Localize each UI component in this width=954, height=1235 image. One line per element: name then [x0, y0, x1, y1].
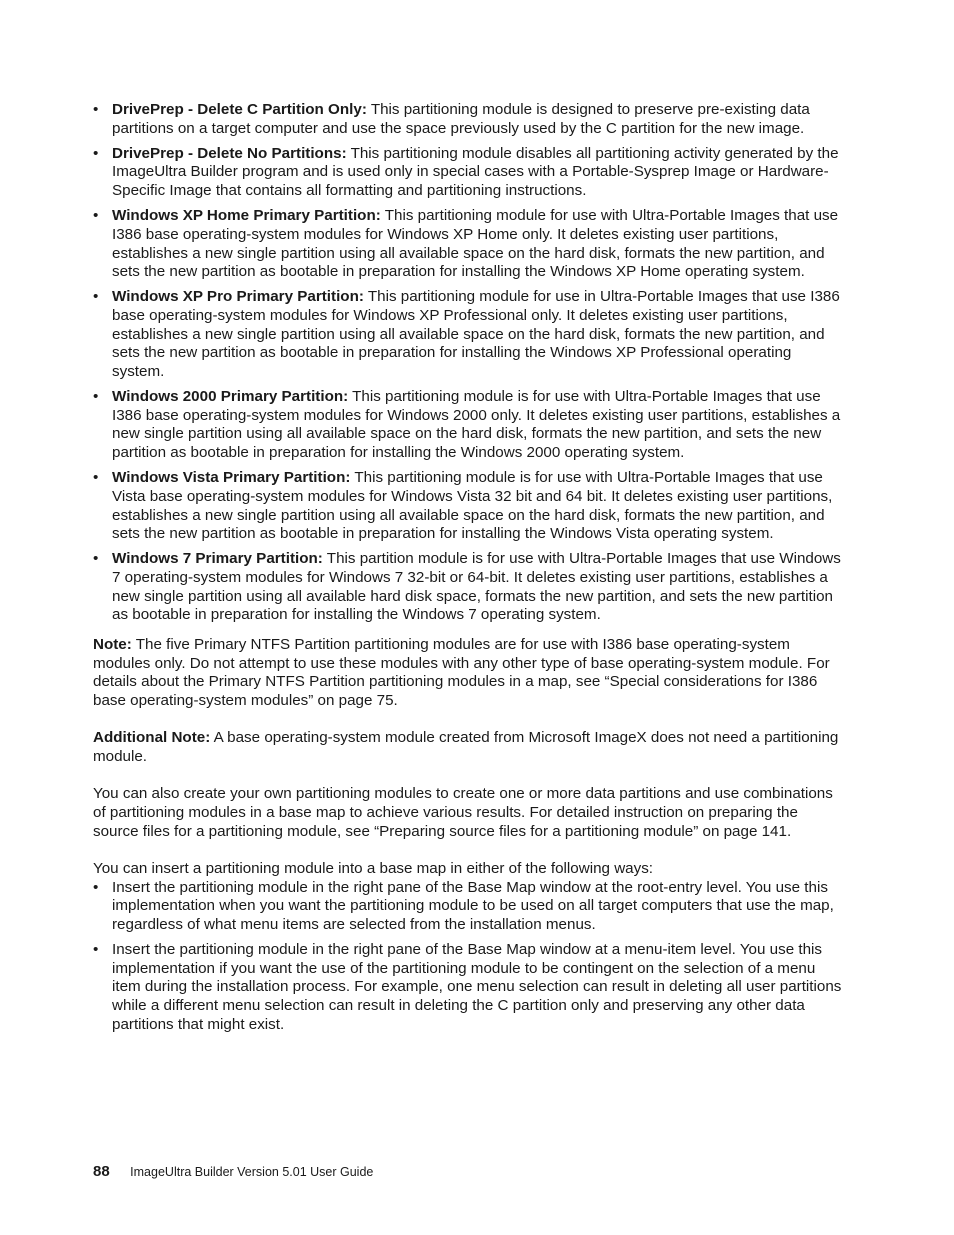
term-label: Windows XP Pro Primary Partition:: [112, 288, 364, 306]
term-description: This partitioning module for use in Ultra-Portable Images that use I386 base operating-system modules for Windows XP Professional only. It deletes existing user partitions, establishes a new single partition using all available space on the hard disk, formats the new partition, and sets the new partition as bootable in preparation for installing the Windows XP Professional operating system.: [112, 288, 840, 381]
list-item: [93, 550, 847, 625]
list-item: • Insert the partitioning module in the right pane of the Base Map window at a menu-item level. You use this implementation if you want the use of the partitioning module to be contingent on the selection of a menu item during the installation process. For example, one menu selection can result in deleting all user partitions while a different menu selection can result in deleting the C partition only and preserving any other data partitions that might exist.: [93, 941, 847, 1035]
additional-note-paragraph: [93, 729, 847, 766]
create-modules-paragraph: You can also create your own partitioning modules to create one or more data partitions and use combinations of partitioning modules in a base map to achieve various results. For detailed instruction on preparing the source files for a partitioning module, see “Preparing source files for a partitioning module” on page 141.: [93, 785, 833, 840]
note-paragraph: [93, 636, 847, 711]
term-label: Windows Vista Primary Partition:: [112, 469, 351, 487]
list-item: [93, 101, 847, 138]
list-item: [93, 207, 847, 282]
term-description: This partitioning module disables all partitioning activity generated by the ImageUltra Builder program and is used only in special cases with a Portable-Sysprep Image or Hardware-Specific Image that contains all formatting and partitioning instructions.: [112, 144, 839, 200]
list-item: [93, 145, 847, 201]
list-item: [93, 288, 847, 382]
additional-note-text: A base operating-system module created from Microsoft ImageX does not need a partitioning module.: [93, 729, 839, 766]
partition-module-list: [93, 101, 847, 625]
insert-intro-paragraph: You can insert a partitioning module into a base map in either of the following ways:: [93, 859, 654, 877]
list-item: [93, 388, 847, 463]
term-description: This partitioning module is designed to preserve pre-existing data partitions on a target computer and use the space previously used by the C partition for the new image.: [112, 101, 810, 137]
insert-ways-list: [93, 879, 847, 1035]
page-number: 88: [93, 1163, 110, 1180]
term-label: DrivePrep - Delete C Partition Only:: [112, 101, 367, 118]
term-label: Windows XP Home Primary Partition:: [112, 207, 381, 225]
note-label: Note:: [93, 636, 132, 654]
term-description: This partition module is for use with Ultra-Portable Images that use Windows 7 operating-system modules for Windows 7 32-bit or 64-bit. It deletes existing user partitions, establishes a new single partition using all available hard disk space, formats the new partition, and sets the new partition as bootable in preparation for installing the Windows 7 operating system.: [112, 550, 841, 624]
term-label: Windows 7 Primary Partition:: [112, 550, 323, 568]
term-description: This partitioning module is for use with Ultra-Portable Images that use Vista base operating-system modules for Windows Vista 32 bit and 64 bit. It deletes existing user partitions, establishes a new single partition using all available space on the hard disk, formats the new partition, and sets the new partition as bootable in preparation for installing the Windows Vista operating system.: [112, 469, 833, 543]
term-label: DrivePrep - Delete No Partitions:: [112, 144, 347, 162]
term-label: Windows 2000 Primary Partition:: [112, 388, 349, 406]
list-item: • Insert the partitioning module in the right pane of the Base Map window at the root-entry level. You use this implementation when you want the partitioning module to be used on all target computers that use the map, regardless of what menu items are selected from the installation menus.: [93, 879, 847, 935]
term-description: This partitioning module is for use with Ultra-Portable Images that use I386 base operating-system modules for Windows 2000 only. It deletes existing user partitions, establishes a new single partition using all available space on the hard disk, formats the new partition, and sets the new partition as bootable in preparation for installing the Windows 2000 operating system.: [112, 388, 841, 462]
footer-title: ImageUltra Builder Version 5.01 User Guide: [130, 1165, 374, 1179]
note-text: The five Primary NTFS Partition partitioning modules are for use with I386 base operating-system modules only. Do not attempt to use these modules with any other type of base operating-system module. For details about the Primary NTFS Partition partitioning modules in a map, see “Special considerations for I386 base operating-system modules” on page 75.: [93, 636, 830, 710]
term-description: This partitioning module for use with Ultra-Portable Images that use I386 base operating-system modules for Windows XP Home only. It deletes existing user partitions, establishes a new single partition using all available space on the hard disk, formats the new partition, and sets the new partition as bootable in preparation for installing the Windows XP Home operating system.: [112, 207, 839, 281]
list-item: [93, 469, 847, 544]
page-body: [93, 101, 847, 1041]
page-footer: [93, 1163, 373, 1181]
additional-note-label: Additional Note:: [93, 729, 211, 747]
